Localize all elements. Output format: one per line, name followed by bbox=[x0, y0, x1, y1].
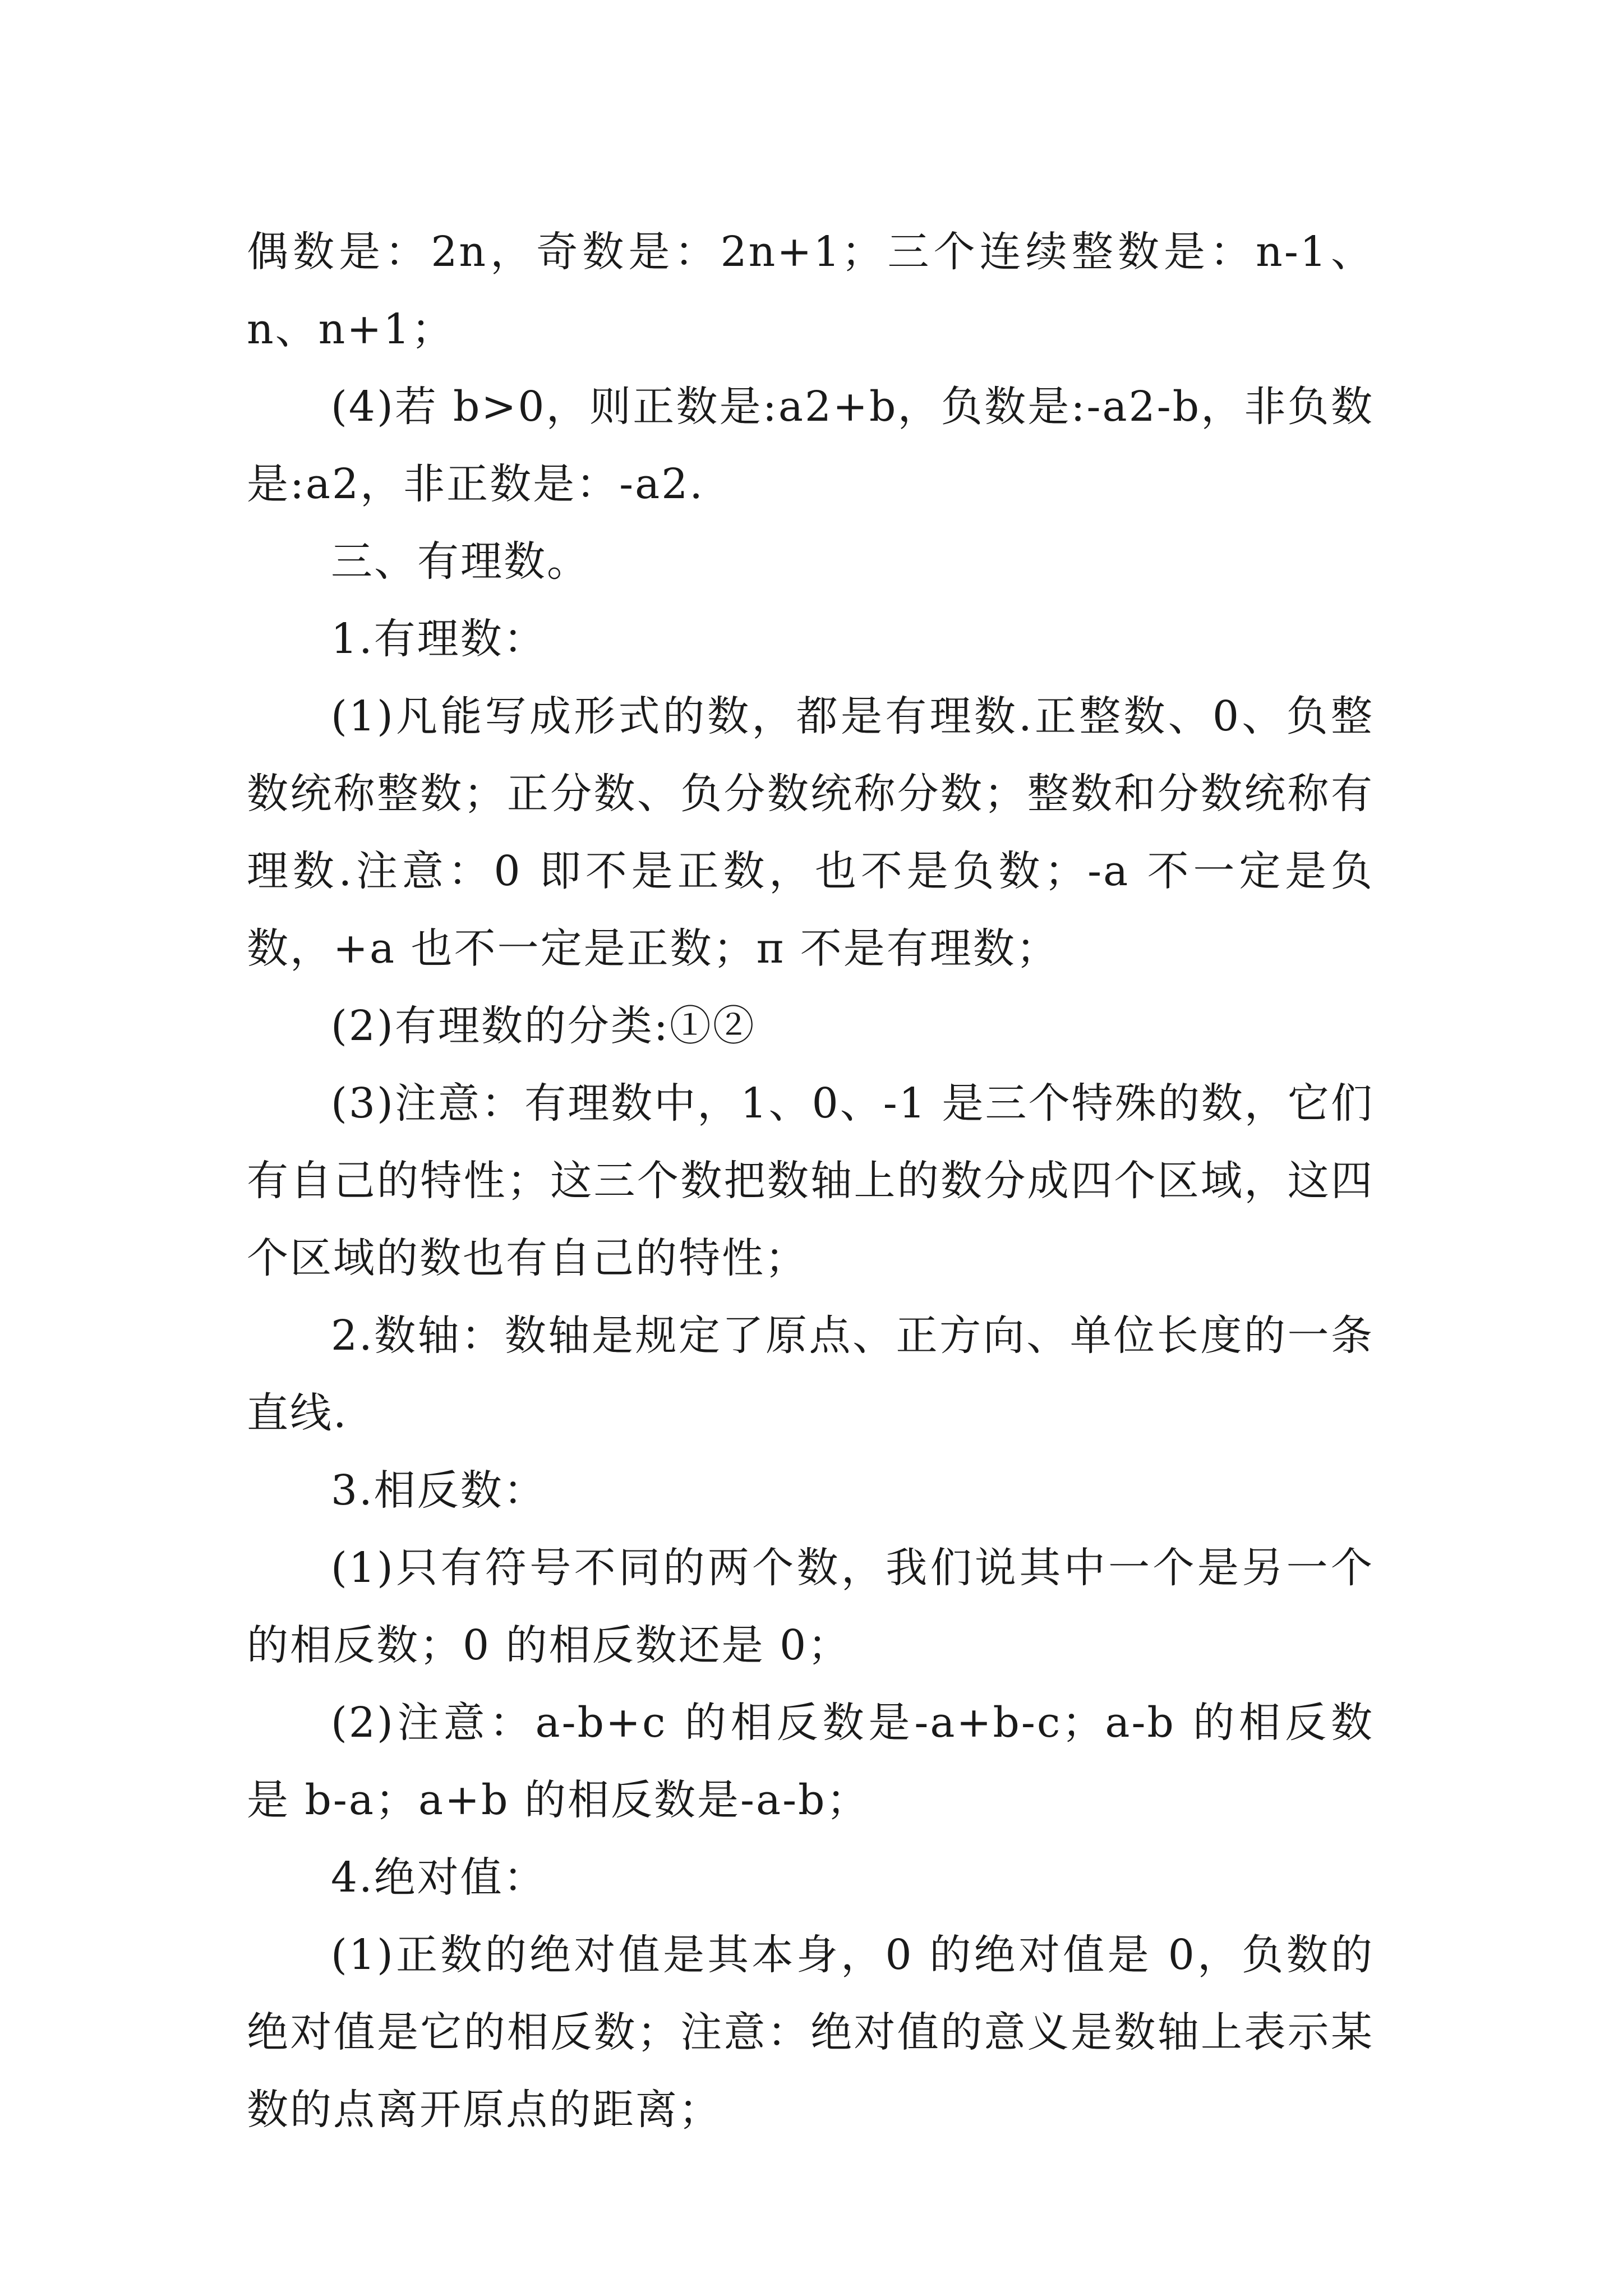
paragraph-opposite-notes: (2)注意：a-b+c 的相反数是-a+b-c；a-b 的相反数是 b-a；a+b 的相反数是-a-b； bbox=[247, 1699, 1374, 1824]
subheading-opposite-numbers: 3.相反数： bbox=[331, 1466, 547, 1515]
paragraph-special-numbers: (3)注意：有理数中，1、0、-1 是三个特殊的数，它们有自己的特性；这三个数把数轴上的数分成四个区域，这四个区域的数也有自己的特性； bbox=[247, 1079, 1374, 1282]
paragraph-item-4-signs: (4)若 b>0，则正数是:a2+b，负数是:-a2-b，非负数是:a2，非正数是：-a2. bbox=[247, 383, 1374, 508]
paragraph-absolute-value-definition: (1)正数的绝对值是其本身，0 的绝对值是 0，负数的绝对值是它的相反数；注意：绝对值的意义是数轴上表示某数的点离开原点的距离； bbox=[247, 1931, 1374, 2134]
paragraph-even-odd-numbers: 偶数是：2n，奇数是：2n+1；三个连续整数是：n-1、n、n+1； bbox=[247, 228, 1374, 353]
subheading-absolute-value: 4.绝对值： bbox=[331, 1853, 547, 1902]
section-heading-rational-numbers: 三、有理数。 bbox=[331, 537, 590, 586]
paragraph-rational-definition: (1)凡能写成形式的数，都是有理数.正整数、0、负整数统称整数；正分数、负分数统称分数；整数和分数统称有理数.注意：0 即不是正数，也不是负数；-a 不一定是负数，+a 也不一定是正数；π 不是有理数； bbox=[247, 692, 1374, 973]
paragraph-rational-classification: (2)有理数的分类:①② bbox=[331, 1002, 756, 1050]
paragraph-number-line: 2.数轴：数轴是规定了原点、正方向、单位长度的一条直线. bbox=[247, 1312, 1374, 1437]
paragraph-opposite-definition: (1)只有符号不同的两个数，我们说其中一个是另一个的相反数；0 的相反数还是 0； bbox=[247, 1544, 1374, 1669]
document-body bbox=[247, 213, 1374, 2148]
subheading-rational-numbers: 1.有理数： bbox=[331, 615, 547, 663]
